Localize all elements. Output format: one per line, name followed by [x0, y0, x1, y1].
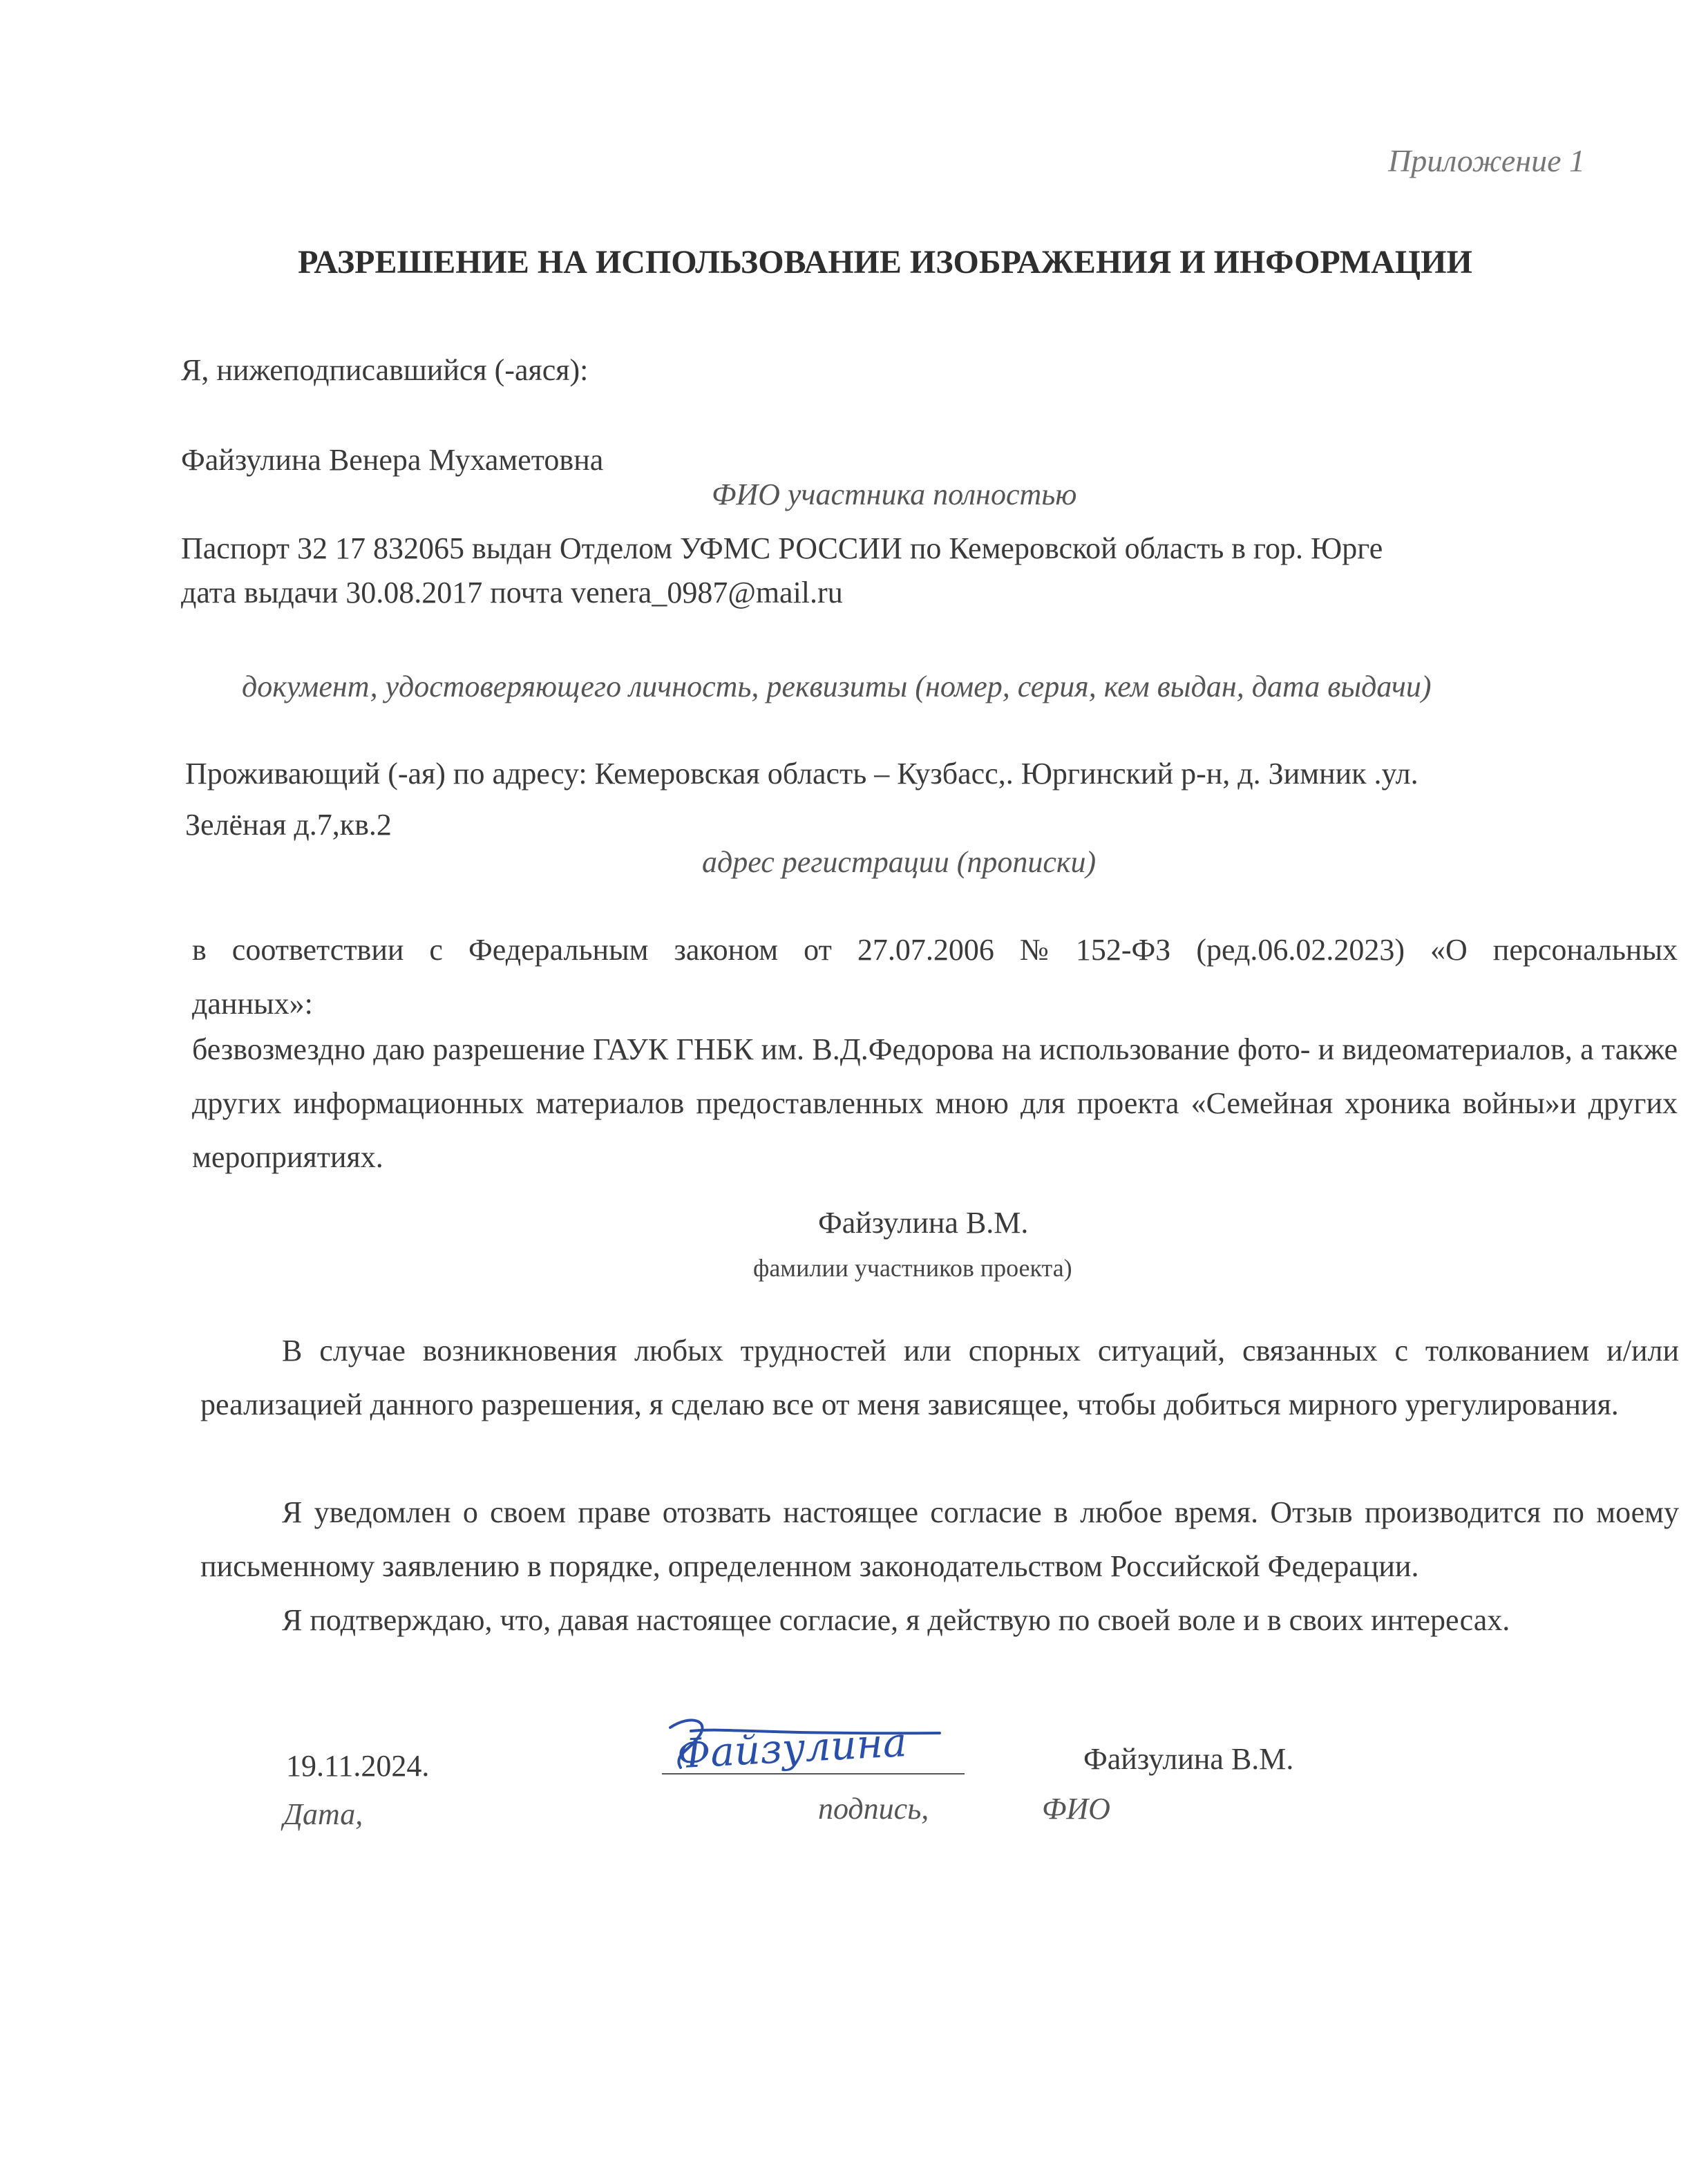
handwritten-signature	[649, 1707, 967, 1783]
terms-paragraph-1: В случае возникновения любых трудностей или спорных ситуаций, связанных с толкованием и/или реализацией данного разрешения, я сделаю все от меня зависящее, чтобы добиться мирного урегулирования.	[200, 1334, 1679, 1421]
passport-line-2: дата выдачи 30.08.2017 почта venera_0987@mail.ru	[181, 576, 843, 609]
address-line-1: Проживающий (-ая) по адресу: Кемеровская область – Кузбасс,. Юргинский р-н, д. Зимник .ул.	[185, 757, 1418, 791]
consent-permission: безвозмездно даю разрешение ГАУК ГНБК им. В.Д.Федорова на использование фото- и видеоматериалов, а также других информационных материалов предоставленных мною для проекта «Семейная хроника войны»и других мероприятиях.	[192, 1032, 1678, 1174]
sign-date: 19.11.2024.	[286, 1749, 430, 1783]
signature-label: подпись,	[818, 1792, 929, 1826]
passport-hint: документ, удостоверяющего личность, реквизиты (номер, серия, кем выдан, дата выдачи)	[242, 670, 1432, 703]
sign-fio-label: ФИО	[1042, 1792, 1110, 1826]
passport-line-1: Паспорт 32 17 832065 выдан Отделом УФМС РОССИИ по Кемеровской область в гор. Юрге	[181, 531, 1383, 565]
full-name: Файзулина Венера Мухаметовна	[181, 443, 604, 477]
consent-law: в соответствии с Федеральным законом от 27.07.2006 № 152-ФЗ (ред.06.02.2023) «О персональных данных»:	[192, 933, 1678, 1021]
document-title: РАЗРЕШЕНИЕ НА ИСПОЛЬЗОВАНИЕ ИЗОБРАЖЕНИЯ И ИНФОРМАЦИИ	[298, 244, 1472, 281]
participant-names: Файзулина В.М.	[818, 1206, 1029, 1240]
address-line-2: Зелёная д.7,кв.2	[185, 808, 392, 842]
sign-date-label: Дата,	[283, 1797, 363, 1831]
full-name-hint: ФИО участника полностью	[712, 477, 1077, 511]
appendix-label: Приложение 1	[1387, 143, 1585, 178]
participant-caption: фамилии участников проекта)	[753, 1254, 1072, 1282]
signature-line	[662, 1773, 965, 1775]
terms-paragraph-3: Я подтверждаю, что, давая настоящее согласие, я действую по своей воле и в своих интересах.	[282, 1603, 1510, 1637]
terms-paragraph-2: Я уведомлен о своем праве отозвать настоящее согласие в любое время. Отзыв производится по моему письменному заявлению в порядке, определенном законодательством Российской Федерации.	[200, 1495, 1679, 1583]
signature-text: Файзулина	[676, 1719, 908, 1778]
address-hint: адрес регистрации (прописки)	[702, 845, 1097, 879]
intro-line: Я, нижеподписавшийся (-аяся):	[181, 353, 589, 387]
sign-fio: Файзулина В.М.	[1083, 1742, 1294, 1776]
